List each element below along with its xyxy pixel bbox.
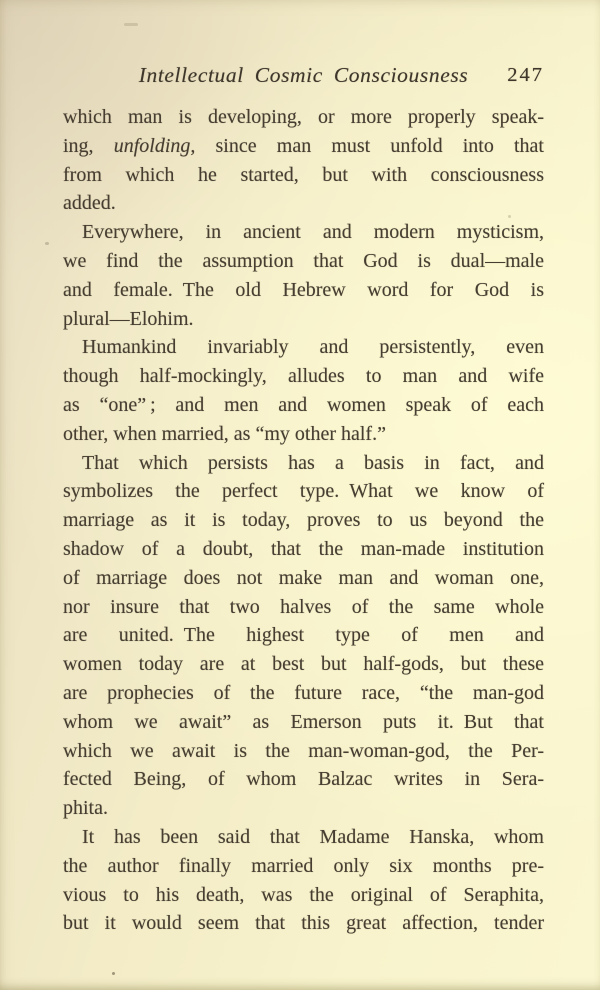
text-segment: the author finally married only six months pre- bbox=[63, 854, 544, 877]
text-segment: other, when married, as “my other half.” bbox=[63, 422, 386, 445]
text-segment: shadow of a doubt, that the man-made institution bbox=[63, 537, 544, 560]
text-segment: ing, bbox=[63, 134, 114, 157]
text-segment: It has been said that Madame Hanska, whom bbox=[82, 825, 544, 848]
text-segment: but it would seem that this great affection, tender bbox=[63, 912, 544, 935]
text-segment: since man must unfold into that bbox=[195, 134, 544, 157]
text-segment: from which he started, but with consciousness bbox=[63, 163, 544, 186]
text-segment: which man is developing, or more properly speak- bbox=[63, 106, 544, 128]
text-segment: marriage as it is today, proves to us beyond the bbox=[63, 509, 544, 532]
text-segment: vious to his death, was the original of Seraphita, bbox=[63, 883, 544, 906]
running-head: Intellectual Cosmic Consciousness bbox=[138, 63, 469, 87]
page-number: 247 bbox=[507, 64, 544, 86]
text-segment: though half-mockingly, alludes to man and wife bbox=[63, 365, 544, 388]
text-segment: fected Being, of whom Balzac writes in Sera- bbox=[63, 768, 544, 791]
text-segment: plural—Elohim. bbox=[63, 307, 194, 330]
text-segment: as “one” ; and men and women speak of each bbox=[63, 393, 544, 416]
text-segment: we find the assumption that God is dual—male bbox=[63, 249, 544, 272]
text-segment: Everywhere, in ancient and modern mysticism, bbox=[82, 221, 544, 244]
text-segment: nor insure that two halves of the same whole bbox=[63, 595, 544, 618]
text-segment: are united. The highest type of men and bbox=[63, 624, 544, 647]
text-segment: Humankind invariably and persistently, even bbox=[82, 336, 544, 359]
text-segment: added. bbox=[63, 192, 116, 215]
text-segment: whom we await” as Emerson puts it. But that bbox=[63, 710, 544, 733]
text-segment: symbolizes the perfect type. What we know of bbox=[63, 480, 544, 503]
text-segment: women today are at best but half-gods, but these bbox=[63, 653, 544, 676]
text-segment: and female. The old Hebrew word for God is bbox=[63, 278, 544, 301]
text-segment: of marriage does not make man and woman one, bbox=[63, 566, 544, 589]
text-segment: phita. bbox=[63, 797, 108, 820]
italic-text: unfolding, bbox=[113, 134, 196, 157]
text-segment: are prophecies of the future race, “the man-god bbox=[63, 681, 544, 704]
text-segment: That which persists has a basis in fact, and bbox=[82, 451, 544, 474]
text-segment: which we await is the man-woman-god, the Per- bbox=[63, 739, 544, 762]
